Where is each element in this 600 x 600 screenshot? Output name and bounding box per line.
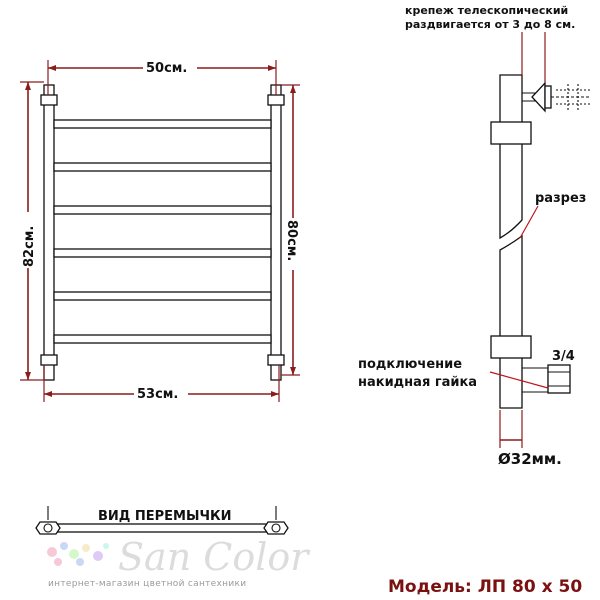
right-vertical-tube [271, 85, 281, 380]
model-label: Модель: ЛП 80 х 50 [388, 577, 583, 597]
bridge-bar [48, 524, 276, 532]
section-label: разрез [535, 191, 587, 206]
brand-name: San Color [118, 535, 309, 579]
left-bottom-cap [41, 355, 57, 365]
right-top-cap [268, 95, 284, 105]
width-bottom-label: 53см. [137, 387, 179, 402]
brand-dot [60, 542, 68, 550]
crossbar-5 [54, 292, 271, 300]
side-tube-lower [500, 236, 522, 408]
height-right-label: 80см. [284, 220, 299, 262]
left-vertical-tube [44, 85, 54, 380]
crossbar-1 [54, 120, 271, 128]
dimension-left [20, 82, 44, 380]
connection-annotation [358, 349, 575, 390]
mount-label-line1: крепеж телескопический [405, 4, 569, 17]
brand-tagline: интернет-магазин цветной сантехники [48, 579, 247, 589]
union-nut [548, 365, 570, 393]
left-top-cap [41, 95, 57, 105]
mount-label-line2: раздвигается от 3 до 8 см. [405, 18, 576, 31]
dimension-top [48, 60, 276, 95]
side-tube-upper [500, 75, 522, 238]
connection-label-line1: подключение [358, 357, 463, 372]
crossbar-2 [54, 163, 271, 171]
mount-annotation [405, 4, 575, 83]
lower-bracket [491, 336, 531, 358]
brand-dot [69, 549, 79, 559]
connection-elbow [522, 368, 548, 392]
right-bottom-cap [268, 355, 284, 365]
crossbar-4 [54, 249, 271, 257]
front-view [41, 85, 284, 380]
side-view [491, 75, 590, 408]
section-annotation [520, 191, 586, 238]
brand-dot [103, 543, 109, 549]
dimension-bottom [44, 365, 279, 402]
brand-dot [47, 547, 57, 557]
brand-dots [47, 542, 109, 566]
width-top-label: 50см. [146, 61, 188, 76]
crossbar-3 [54, 206, 271, 214]
brand-watermark [47, 535, 311, 589]
brand-dot [93, 551, 103, 561]
dimension-right [281, 85, 301, 375]
crossbar-6 [54, 335, 271, 343]
brand-dot [76, 558, 84, 566]
wall-mount-plate [545, 86, 551, 108]
height-left-label: 82см. [22, 225, 37, 267]
bridge-view-label: ВИД ПЕРЕМЫЧКИ [98, 509, 232, 524]
thread-label: 3/4 [552, 349, 575, 364]
brand-dot [82, 544, 90, 552]
connection-label-line2: накидная гайка [358, 375, 478, 390]
brand-dot [54, 558, 62, 566]
diameter-annotation [498, 410, 562, 468]
bridge-view [36, 506, 288, 534]
wall-mount-flange [532, 83, 545, 111]
upper-bracket [491, 122, 531, 144]
diameter-label: Ø32мм. [498, 450, 562, 468]
